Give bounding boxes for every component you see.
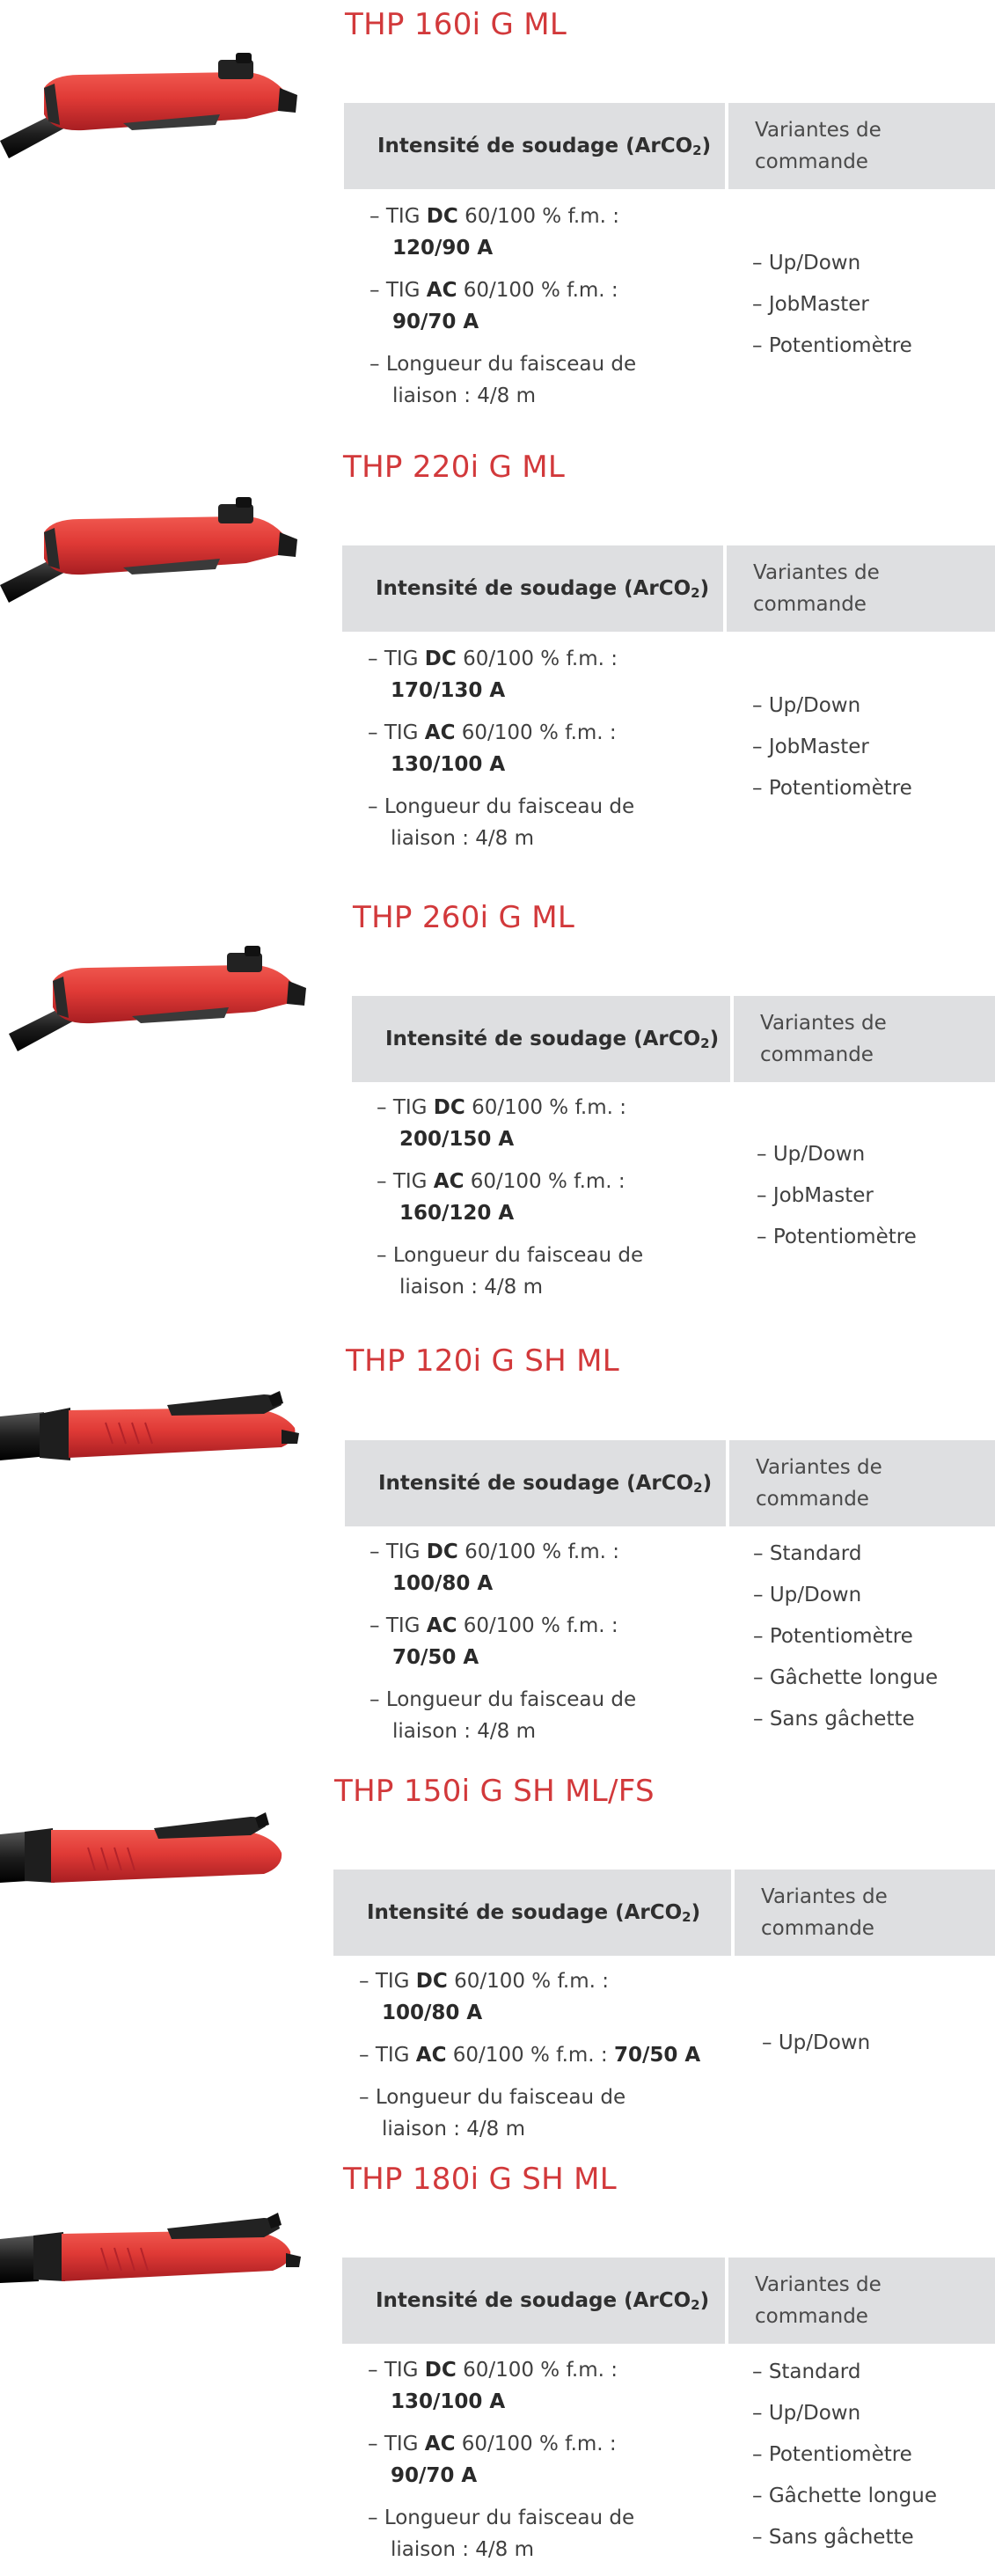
product-title: THP 160i G ML [345,7,567,42]
dc-rating: – TIG DC 60/100 % f.m. : 100/80 A [359,1965,637,2029]
spec-table-header [352,996,995,1082]
control-variants-header: Variantes de commande [728,2258,995,2344]
dc-rating: – TIG DC 60/100 % f.m. : 200/150 A [377,1092,667,1155]
product-thp-180i-sh [0,2142,995,2561]
product-thp-220i [0,444,995,884]
dc-rating: – TIG DC 60/100 % f.m. : 170/130 A [368,643,658,706]
current-header: Intensité de soudage (ArCO 2 ) [342,2258,725,2344]
current-header: Intensité de soudage (ArCO 2 ) [352,996,730,1082]
variant-list [757,1134,917,1258]
product-title: THP 120i G SH ML [346,1343,619,1379]
spec-list [369,1536,660,1758]
variant-item: – Sans gâchette [753,1699,938,1740]
torch-image [0,1359,304,1491]
variant-item: – Sans gâchette [752,2517,937,2558]
variant-list [752,243,912,367]
variant-item: – Gâchette longue [753,1658,938,1699]
variant-item: – JobMaster [752,284,912,326]
variant-item: – Up/Down [752,243,912,284]
cable-length: – Longueur du faisceau de liaison : 4/8 m [369,1684,660,1747]
current-header: Intensité de soudage (ArCO 2 ) [344,103,725,189]
variant-list [752,685,912,809]
product-title: THP 260i G ML [353,900,575,935]
product-thp-160i [0,0,995,440]
variant-item: – Potentiomètre [752,768,912,809]
ac-rating: – TIG AC 60/100 % f.m. : 90/70 A [368,2428,658,2492]
variant-item: – Potentiomètre [753,1616,938,1658]
spec-list [368,2354,658,2576]
variant-item: – Standard [753,1533,938,1575]
current-header: Intensité de soudage (ArCO 2 ) [333,1870,731,1956]
variant-list [753,1533,938,1740]
variant-item: – JobMaster [757,1175,917,1217]
ac-rating: – TIG AC 60/100 % f.m. : 70/50 A [369,1610,660,1673]
variant-item: – Potentiomètre [757,1217,917,1258]
spec-table-header [345,1440,995,1526]
variant-item: – Up/Down [752,685,912,727]
product-thp-120i-sh [0,1324,995,1755]
variant-list [752,2352,937,2558]
spec-table-header [344,103,995,189]
cable-length: – Longueur du faisceau de liaison : 4/8 m [359,2082,663,2145]
ac-rating: – TIG AC 60/100 % f.m. : 160/120 A [377,1166,667,1229]
torch-image [9,919,312,1051]
torch-image [0,471,304,603]
spec-table-header [342,2258,995,2344]
torch-image [0,26,304,158]
cable-length: – Longueur du faisceau de liaison : 4/8 m [368,2502,658,2565]
variant-item: – Potentiomètre [752,326,912,367]
ac-rating: – TIG AC 60/100 % f.m. : 130/100 A [368,717,658,780]
control-variants-header: Variantes de commande [729,1440,995,1526]
cable-length: – Longueur du faisceau de liaison : 4/8 m [369,348,660,412]
variant-item: – Standard [752,2352,937,2393]
variant-item: – Up/Down [762,2023,870,2064]
control-variants-header: Variantes de commande [728,103,995,189]
control-variants-header: Variantes de commande [727,545,995,632]
variant-list [762,2023,870,2064]
current-header: Intensité de soudage (ArCO 2 ) [345,1440,726,1526]
dc-rating: – TIG DC 60/100 % f.m. : 120/90 A [369,201,660,264]
dc-rating: – TIG DC 60/100 % f.m. : 130/100 A [368,2354,658,2418]
variant-item: – Gâchette longue [752,2476,937,2517]
variant-item: – Potentiomètre [752,2434,937,2476]
ac-rating: – TIG AC 60/100 % f.m. : 90/70 A [369,274,660,338]
variant-item: – JobMaster [752,727,912,768]
cable-length: – Longueur du faisceau de liaison : 4/8 m [377,1240,667,1303]
dc-rating: – TIG DC 60/100 % f.m. : 100/80 A [369,1536,660,1599]
product-title: THP 220i G ML [343,450,566,485]
torch-image [0,1786,304,1918]
product-thp-150i-sh-fs [0,1751,995,2147]
variant-item: – Up/Down [757,1134,917,1175]
spec-list [369,201,660,422]
control-variants-header: Variantes de commande [735,1870,995,1956]
spec-list [359,1965,728,2155]
product-thp-260i [0,893,995,1333]
spec-table-header [342,545,995,632]
variant-item: – Up/Down [752,2393,937,2434]
spec-table-header [333,1870,995,1956]
spec-list [368,643,658,865]
ac-rating: – TIG AC 60/100 % f.m. : 70/50 A [359,2039,728,2071]
torch-image [0,2177,304,2309]
current-header: Intensité de soudage (ArCO 2 ) [342,545,723,632]
product-title: THP 150i G SH ML/FS [334,1774,655,1809]
variant-item: – Up/Down [753,1575,938,1616]
control-variants-header: Variantes de commande [734,996,995,1082]
product-title: THP 180i G SH ML [343,2162,617,2197]
cable-length: – Longueur du faisceau de liaison : 4/8 m [368,791,658,854]
spec-list [377,1092,667,1314]
